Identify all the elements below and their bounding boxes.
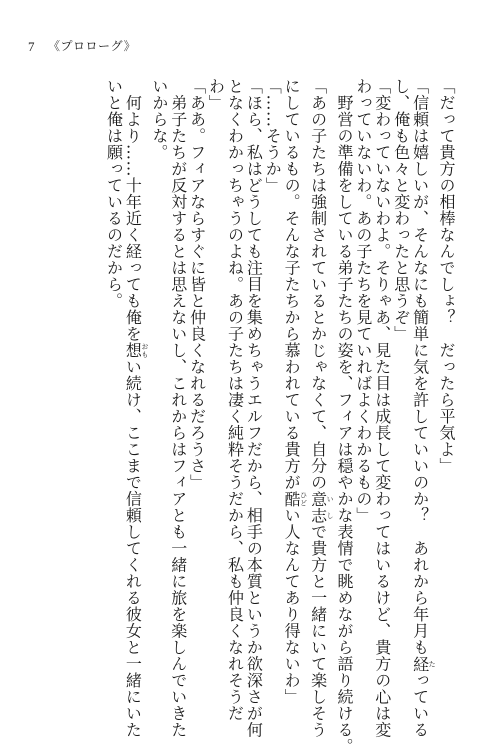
text-column-9: 「……そうか」: [263, 78, 283, 194]
text-column-4: 「変わっていないわよ。そりゃあ、見た目は成長して変わってはいるけど、貴方の心は変: [372, 78, 392, 738]
ruby-omoi: おも: [140, 342, 149, 359]
text-column-6: 野営の準備をしている弟子たちの姿を、フィアは穏やかな表情で眺めながら語り続ける。: [334, 78, 354, 755]
text-column-1: 「だって貴方の相棒なんでしょ？ だったら平気よ」: [437, 78, 456, 474]
text-column-11: となくわかっちゃうのよね。あの子たちは凄く純粋そうだから、私も仲良くなれそうだ: [225, 78, 245, 722]
ruby-ishi: いし: [326, 490, 335, 524]
ruby-hidoi: ひど: [299, 490, 308, 507]
page-header: [0, 0, 500, 60]
text-column-16: 何より……十年近く経っても俺を想おもい続け、ここまで信頼してくれる彼女と一緒にいた: [123, 78, 149, 738]
text-column-7: 「あの子たちは強制されているとかじゃなくて、自分の意志いしで貴方と一緒にいて楽しそう: [308, 78, 335, 738]
body-text: [40, 78, 456, 755]
text-column-12: わ」: [206, 78, 226, 111]
text-column-17: いと俺は願っているのだから。: [104, 78, 124, 309]
text-column-3: し、俺も色々と変わったと思うぞ」: [391, 78, 411, 342]
text-column-14: 弟子たちが反対するとは思えないし、これからはフィアとも一緒に旅を楽しんでいきた: [168, 78, 188, 738]
chapter-label: 《プロローグ》: [48, 39, 137, 53]
text-column-10: 「ほら、私はどうしても注目を集めちゃうエルフだから、相手の本質というか欲深さが何: [244, 78, 264, 738]
text-column-15: いからな。: [149, 78, 169, 161]
text-column-13: 「ああ。フィアならすぐに皆と仲良くなれるだろうさ」: [187, 78, 207, 491]
text-column-2: 「信頼は嬉しいが、そんなにも簡単に気を許していいのか？ あれから年月も経たっている: [410, 78, 437, 738]
ruby-keika: た: [428, 655, 437, 672]
text-column-5: わっていないわ。あの子たちを見ていればよくわかるもの」: [353, 78, 373, 524]
page-number: 7: [28, 39, 35, 54]
text-column-8: にしているもの。そんな子たちから慕われている貴方が酷ひどい人なんてあり得ないわ」: [282, 78, 308, 705]
